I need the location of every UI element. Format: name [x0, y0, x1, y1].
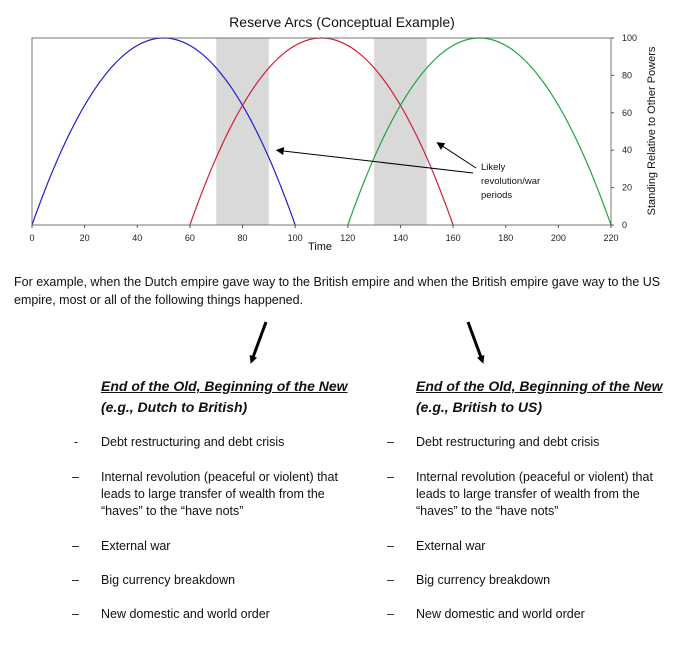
dash-marker: –: [72, 573, 79, 587]
x-tick-label: 160: [445, 233, 461, 243]
list-item: Internal revolution (peaceful or violent) that leads to large transfer of wealth from the “haves” to the “have nots”: [101, 470, 338, 518]
intro-paragraph: For example, when the Dutch empire gave way to the British empire and when the British empire gave way to the US empire, most or all of the following things happened.: [14, 275, 661, 307]
british-to-us-column: [387, 376, 694, 621]
y-tick-label: 100: [622, 33, 638, 43]
column-heading: [416, 376, 694, 418]
y-axis-title: Standing Relative to Other Powers: [646, 46, 658, 216]
dash-marker: -: [74, 435, 79, 449]
list-item: Big currency breakdown: [416, 573, 551, 587]
column-heading: [101, 376, 391, 418]
shaded-region: [374, 38, 427, 225]
x-tick-label: 220: [603, 233, 619, 243]
x-tick-label: 180: [498, 233, 514, 243]
y-tick-label: 40: [622, 145, 633, 156]
left-down-arrow: [252, 322, 266, 360]
column-title: End of the Old, Beginning of the New: [101, 378, 348, 394]
y-tick-label: 60: [622, 107, 633, 118]
x-tick-label: 60: [184, 233, 195, 243]
x-tick-label: 200: [550, 233, 566, 243]
list-item: New domestic and world order: [101, 607, 270, 621]
x-tick-label: 0: [29, 233, 35, 243]
dash-marker: –: [387, 573, 394, 587]
list-item: Big currency breakdown: [101, 573, 236, 587]
column-title: End of the Old, Beginning of the New: [416, 378, 663, 394]
y-tick-label: 20: [622, 182, 633, 193]
x-axis-title: Time: [307, 241, 333, 253]
y-tick-labels: [611, 33, 637, 230]
x-tick-label: 100: [287, 233, 303, 243]
reserve-arcs-chart: [0, 0, 694, 262]
x-tick-label: 120: [340, 233, 356, 243]
list-item: External war: [101, 539, 171, 553]
list-item: Debt restructuring and debt crisis: [101, 435, 285, 449]
column-subtitle: (e.g., Dutch to British): [101, 399, 248, 415]
annotation-arrow: [437, 143, 476, 168]
x-tick-label: 80: [237, 233, 248, 243]
down-arrows: [0, 318, 694, 378]
dash-marker: –: [387, 435, 394, 449]
chart-title: Reserve Arcs (Conceptual Example): [229, 14, 455, 30]
dutch-to-british-column: [72, 376, 391, 621]
shaded-region: [216, 38, 269, 225]
right-down-arrow: [468, 322, 482, 360]
column-subtitle: (e.g., British to US): [416, 399, 542, 415]
x-tick-label: 40: [132, 233, 143, 243]
list-item: Debt restructuring and debt crisis: [416, 435, 600, 449]
list-item: New domestic and world order: [416, 607, 585, 621]
y-tick-label: 80: [622, 70, 633, 81]
x-tick-label: 140: [392, 233, 408, 243]
annotation-line-2: revolution/war: [481, 176, 541, 187]
shaded-regions: [216, 38, 427, 225]
y-tick-label: 0: [622, 220, 628, 230]
dash-marker: –: [387, 607, 394, 621]
dash-marker: –: [387, 539, 394, 553]
annotation-line-1: Likely: [481, 162, 506, 173]
dash-marker: –: [72, 470, 79, 484]
dash-marker: –: [72, 539, 79, 553]
annotation-line-3: periods: [481, 190, 513, 201]
list-item: Internal revolution (peaceful or violent) that leads to large transfer of wealth from the “haves” to the “have nots”: [416, 470, 653, 518]
series-curves: [32, 38, 611, 225]
dash-marker: –: [387, 470, 394, 484]
plot-frame: [32, 38, 611, 225]
dash-marker: –: [72, 607, 79, 621]
annotation-text: [481, 162, 543, 201]
x-tick-label: 20: [79, 233, 90, 243]
list-item: External war: [416, 539, 486, 553]
